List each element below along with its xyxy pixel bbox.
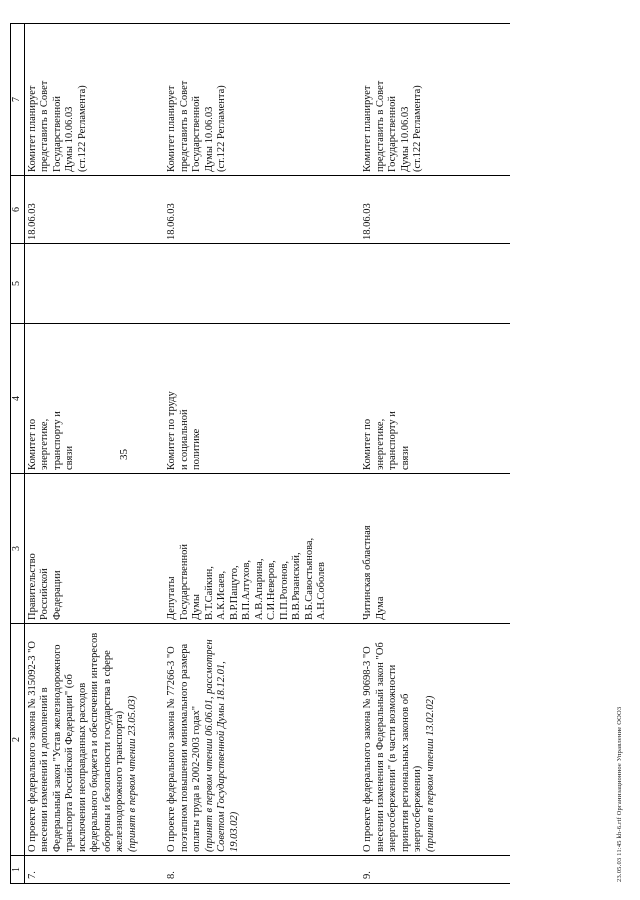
plan-line: (ст.122 Регламента) — [412, 85, 423, 172]
plan-cell — [164, 24, 360, 176]
bill-title-cell — [24, 624, 164, 856]
committee-line: энергетике, — [39, 418, 50, 470]
row-number: 8. — [164, 856, 360, 884]
table-row — [360, 24, 510, 884]
committee-cell — [164, 324, 360, 474]
bill-reading-note: (принят в первом чтении 23.05.03) — [126, 695, 138, 852]
author-line: Дума — [374, 596, 386, 620]
column-header: 1 — [11, 856, 25, 884]
author-line: А.Н.Соболев — [316, 562, 327, 620]
bill-title-cell — [360, 624, 510, 856]
author-cell — [164, 474, 360, 624]
bill-reading-note: (принят в первом чтении 06.06.01, рассмотрен Советом Государственной Думы 18.12.01, 19.03.02) — [203, 639, 240, 852]
author-line: П.П.Рогонов, — [278, 561, 290, 620]
bill-reading-note: (принят в первом чтении 13.02.02) — [424, 695, 436, 852]
author-line: Правительство — [26, 553, 38, 620]
header-row — [11, 24, 25, 884]
bill-title: О проекте федерального закона № 77266-3 "О поэтапном повышении минимального размера оплаты труда в 2002-2003 годах" — [166, 643, 202, 852]
committee-line: политике — [191, 428, 202, 470]
bill-title: О проекте федерального закона № 90698-3 "О внесении изменения в Федеральный закон "Об энергосбережении" (в части возможности принятия региональных законов об энергосбережении) — [362, 642, 423, 852]
plan-line: Думы 10.06.03 — [399, 106, 411, 172]
bill-title-cell — [164, 624, 360, 856]
plan-line: Государственной — [387, 96, 398, 172]
table-row — [164, 24, 360, 884]
author-line: Государственной — [178, 544, 190, 620]
author-line: В.Т.Сайкин, — [203, 566, 215, 620]
plan-cell — [360, 24, 510, 176]
column-header: 5 — [11, 244, 25, 324]
column-header: 4 — [11, 324, 25, 474]
column-header: 2 — [11, 624, 25, 856]
author-line: А.К.Исаев, — [216, 570, 227, 620]
committee-line: энергетике, — [374, 418, 386, 470]
column-header: 6 — [11, 176, 25, 244]
plan-line: Государственной — [191, 96, 202, 172]
date-cell: 18.06.03 — [164, 176, 360, 244]
plan-line: Комитет планирует — [166, 85, 177, 172]
committee-line: Комитет по труду — [166, 391, 177, 470]
bill-title: О проекте федерального закона № 315092-3 "О внесении изменений и дополнений в Федеральный закон "Устав железнодорожного транспорта Российской Федерации" (об исключении неоправданных расходов федерального бюджета и обеспечении интересов обороны и безопасности государства в сфере железнодорожного транспорта) — [26, 632, 125, 852]
author-line: В.В.Рязанский, — [291, 552, 302, 620]
plan-line: Государственной — [51, 96, 63, 172]
plan-line: Комитет планирует — [362, 85, 373, 172]
page-number: 35 — [118, 449, 130, 460]
plan-line: Комитет планирует — [26, 85, 38, 172]
empty-cell — [360, 244, 510, 324]
author-line: В.Р.Пащуто, — [228, 565, 240, 620]
author-line: В.Б.Савостьянова, — [303, 537, 315, 620]
committee-line: Комитет по — [362, 418, 373, 470]
empty-cell — [24, 244, 164, 324]
table-row — [24, 24, 164, 884]
committee-cell — [24, 324, 164, 474]
author-line: Федерации — [51, 570, 63, 620]
author-line: Читинская областная — [362, 525, 373, 620]
document-footer: 23.05.03 11:45 kh-6.rtf Организационное Управление ООО3 — [616, 706, 623, 882]
author-line: Российской — [39, 568, 50, 620]
committee-line: связи — [64, 445, 75, 470]
bills-table — [10, 23, 510, 884]
author-cell — [24, 474, 164, 624]
plan-line: Думы 10.06.03 — [64, 106, 75, 172]
plan-line: представить в Совет — [374, 80, 386, 172]
author-line: Думы — [191, 594, 202, 620]
committee-line: транспорту и — [51, 411, 63, 470]
empty-cell — [164, 244, 360, 324]
author-line: В.П.Алтухов, — [241, 559, 252, 620]
column-header: 3 — [11, 474, 25, 624]
row-number: 9. — [360, 856, 510, 884]
plan-line: (ст.122 Регламента) — [216, 85, 227, 172]
row-number: 7. — [24, 856, 164, 884]
author-cell — [360, 474, 510, 624]
plan-cell — [24, 24, 164, 176]
date-cell: 18.06.03 — [360, 176, 510, 244]
date-cell: 18.06.03 — [24, 176, 164, 244]
plan-line: Думы 10.06.03 — [203, 106, 215, 172]
plan-line: (ст.122 Регламента) — [76, 85, 88, 172]
plan-line: представить в Совет — [178, 80, 190, 172]
author-line: С.И.Неверов, — [266, 560, 277, 620]
committee-line: Комитет по — [26, 418, 38, 470]
column-header: 7 — [11, 24, 25, 176]
committee-cell — [360, 324, 510, 474]
plan-line: представить в Совет — [39, 80, 50, 172]
author-line: А.В.Апарина, — [253, 558, 265, 620]
author-line: Депутаты — [166, 576, 177, 620]
committee-line: и социальной — [178, 409, 190, 470]
committee-line: транспорту и — [387, 411, 398, 470]
committee-line: связи — [399, 445, 411, 470]
